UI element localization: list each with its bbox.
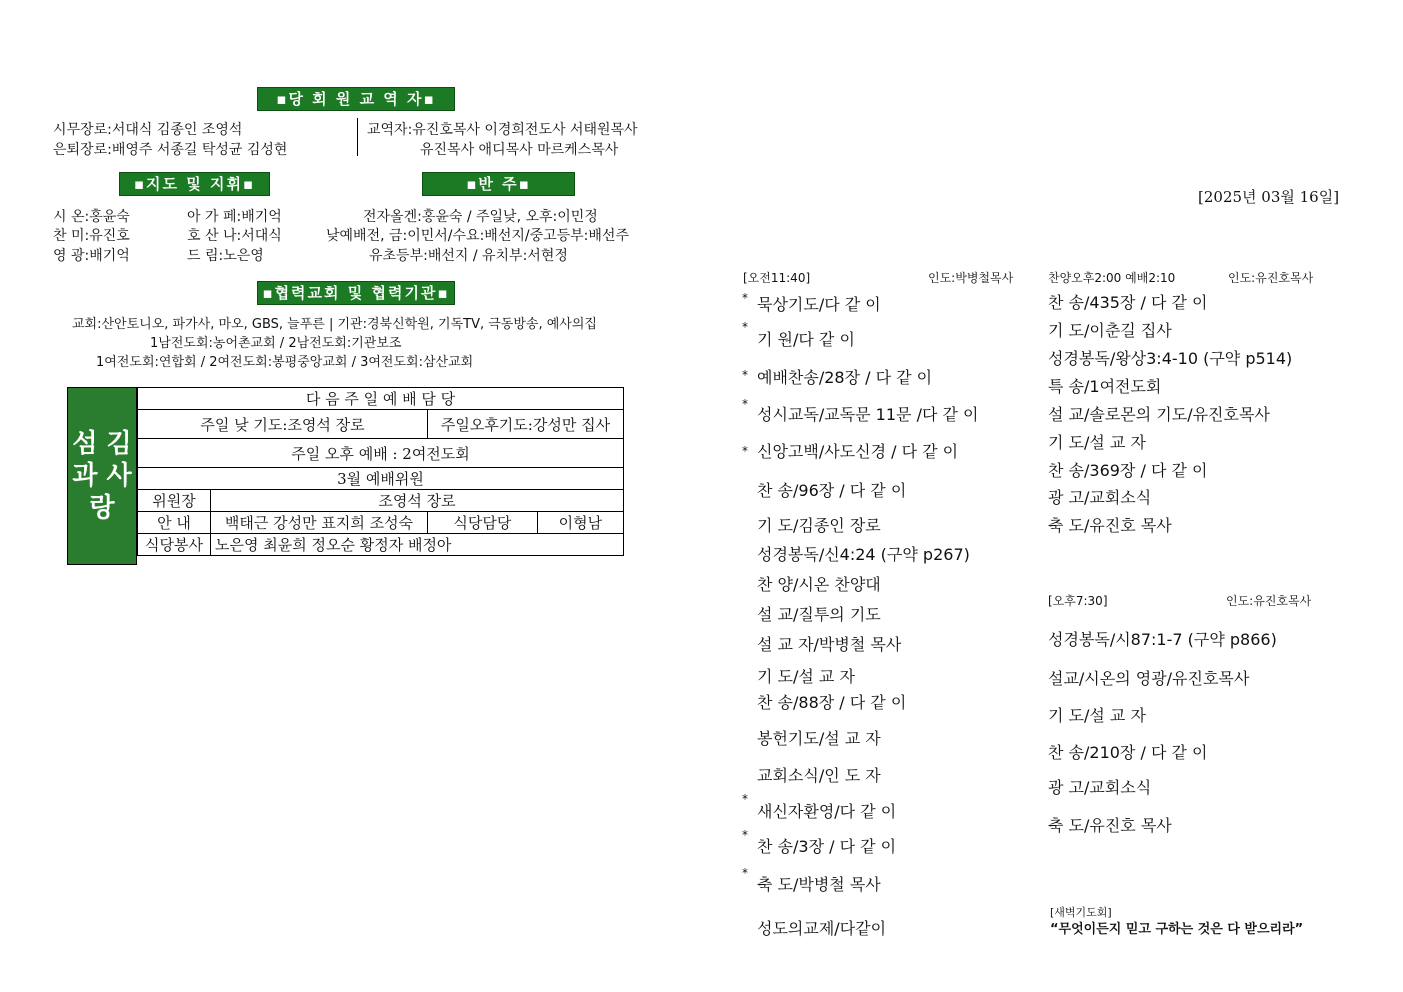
- serve-value: 노은영 최윤희 정오순 황정자 배정아: [211, 534, 624, 556]
- bulletin-date: [2025년 03월 16일]: [1198, 188, 1340, 206]
- list-item: 성도의교제/다같이: [757, 919, 887, 938]
- afternoon-prayer: 주일오후기도:강성만 집사: [427, 410, 623, 439]
- list-item: 광 고/교회소식: [1048, 778, 1152, 797]
- list-item: 찬 송/96장 / 다 같 이: [757, 481, 907, 500]
- list-item: 찬 송/435장 / 다 같 이: [1048, 293, 1208, 312]
- ministers-line1: 교역자:유진호목사 이경희전도사 서태원목사: [367, 122, 638, 138]
- care-label-1: 섬 김: [72, 429, 132, 459]
- active-elders: 시무장로:서대식 김종인 조영석: [53, 122, 243, 138]
- dawn-label: [새벽기도회]: [1050, 906, 1112, 919]
- list-item: 설 교/질투의 기도: [757, 605, 881, 624]
- partner-line-2: 1남전도회:농어촌교회 / 2남전도회:기관보조: [150, 336, 402, 351]
- month-committee: 3월 예배위원: [138, 468, 624, 490]
- elders-banner: ▪당 회 원 교 역 자▪: [257, 87, 455, 111]
- chair-value: 조영석 장로: [211, 490, 624, 512]
- list-item: 성시교독/교독문 11문 /다 같 이: [757, 405, 979, 424]
- star-mark: *: [742, 866, 748, 880]
- afternoon-time: 찬양오후2:00 예배2:10: [1048, 271, 1176, 285]
- star-mark: *: [742, 828, 748, 842]
- list-item: 기 도/김종인 장로: [757, 516, 881, 535]
- next-week-title: 다 음 주 일 예 배 담 당: [138, 388, 624, 410]
- list-item: 기 도/이춘길 집사: [1048, 321, 1172, 340]
- list-item: 기 도/설 교 자: [1048, 433, 1146, 452]
- star-mark: *: [742, 291, 748, 305]
- morning-time: [오전11:40]: [743, 271, 811, 285]
- schedule-table: [137, 387, 624, 556]
- care-label-2: 과 사: [72, 461, 132, 491]
- list-item: 찬 송/369장 / 다 같 이: [1048, 461, 1208, 480]
- partners-banner: ▪협력교회 및 협력기관▪: [257, 281, 455, 305]
- morning-leader: 인도:박병철목사: [928, 271, 1014, 285]
- list-item: 새신자환영/다 같 이: [757, 802, 897, 821]
- group-row-3: 유초등부:배선지 / 유치부:서현정: [369, 248, 568, 264]
- leader-row-3a: 영 광:배기억: [53, 248, 130, 264]
- partner-line-1: 교회:산안토니오, 파가사, 마오, GBS, 늘푸른 | 기관:경북신학원, 기독TV, 극동방송, 예사의집: [72, 317, 597, 332]
- leader-row-3b: 드 림:노은영: [187, 248, 264, 264]
- leader-row-2a: 찬 미:유진호: [53, 228, 130, 244]
- list-item: 특 송/1여전도회: [1048, 377, 1162, 396]
- list-item: 기 도/설 교 자: [757, 667, 855, 686]
- retired-elders: 은퇴장로:배영주 서종길 탁성균 김성현: [53, 142, 288, 158]
- afternoon-leader: 인도:유진호목사: [1228, 271, 1314, 285]
- list-item: 교회소식/인 도 자: [757, 766, 881, 785]
- list-item: 축 도/박병철 목사: [757, 875, 881, 894]
- noon-prayer: 주일 낮 기도:조영석 장로: [138, 410, 428, 439]
- guide-value: 백태근 강성만 표지희 조성숙: [211, 512, 428, 534]
- list-item: 설 교/솔로몬의 기도/유진호목사: [1048, 405, 1270, 424]
- list-item: 기 도/설 교 자: [1048, 706, 1146, 725]
- list-item: 축 도/유진호 목사: [1048, 516, 1172, 535]
- list-item: 찬 송/88장 / 다 같 이: [757, 693, 907, 712]
- star-mark: *: [742, 368, 748, 382]
- list-item: 묵상기도/다 같 이: [757, 295, 881, 314]
- list-item: 성경봉독/시87:1-7 (구약 p866): [1048, 630, 1277, 649]
- leader-row-1b: 아 가 페:배기억: [187, 209, 282, 225]
- star-mark: *: [742, 320, 748, 334]
- list-item: 봉헌기도/설 교 자: [757, 729, 881, 748]
- evening-leader: 인도:유진호목사: [1226, 594, 1312, 608]
- list-item: 설교/시온의 영광/유진호목사: [1048, 669, 1250, 688]
- leader-row-1a: 시 온:홍윤숙: [53, 209, 130, 225]
- leaders-banner: ▪지도 및 지휘▪: [119, 172, 270, 196]
- list-item: 광 고/교회소식: [1048, 488, 1152, 507]
- star-mark: *: [742, 792, 748, 806]
- list-item: 설 교 자/박병철 목사: [757, 635, 902, 654]
- cafeteria-label: 식당담당: [427, 512, 537, 534]
- list-item: 신앙고백/사도신경 / 다 같 이: [757, 442, 959, 461]
- list-item: 찬 송/210장 / 다 같 이: [1048, 743, 1208, 762]
- list-item: 축 도/유진호 목사: [1048, 816, 1172, 835]
- list-item: 성경봉독/왕상3:4-10 (구약 p514): [1048, 349, 1293, 368]
- list-item: 예배찬송/28장 / 다 같 이: [757, 368, 933, 387]
- group-row-2: 낮예배전, 금:이민서/수요:배선지/중고등부:배선주: [326, 228, 629, 244]
- care-label-3: 랑: [89, 493, 115, 523]
- ministers-line2: 유진목사 애디목사 마르케스목사: [420, 142, 619, 158]
- list-item: 성경봉독/신4:24 (구약 p267): [757, 545, 970, 564]
- dawn-quote: “무엇이든지 믿고 구하는 것은 다 받으리라”: [1050, 922, 1304, 937]
- guide-label: 안 내: [138, 512, 211, 534]
- star-mark: *: [742, 397, 748, 411]
- leader-row-2b: 호 산 나:서대식: [187, 228, 282, 244]
- serve-label: 식당봉사: [138, 534, 211, 556]
- list-item: 찬 양/시온 찬양대: [757, 575, 881, 594]
- groups-banner: ▪반 주▪: [422, 172, 575, 196]
- chair-label: 위원장: [138, 490, 211, 512]
- evening-time: [오후7:30]: [1048, 594, 1108, 608]
- list-item: 기 원/다 같 이: [757, 330, 855, 349]
- afternoon-service: 주일 오후 예배 : 2여전도회: [138, 439, 624, 468]
- divider: [357, 118, 358, 156]
- partner-line-3: 1여전도회:연합회 / 2여전도회:봉평중앙교회 / 3여전도회:삼산교회: [96, 355, 474, 370]
- care-label: [67, 387, 137, 565]
- group-row-1: 전자올겐:홍윤숙 / 주일낮, 오후:이민정: [363, 209, 598, 225]
- star-mark: *: [742, 444, 748, 458]
- list-item: 찬 송/3장 / 다 같 이: [757, 837, 897, 856]
- cafeteria-value: 이형남: [537, 512, 623, 534]
